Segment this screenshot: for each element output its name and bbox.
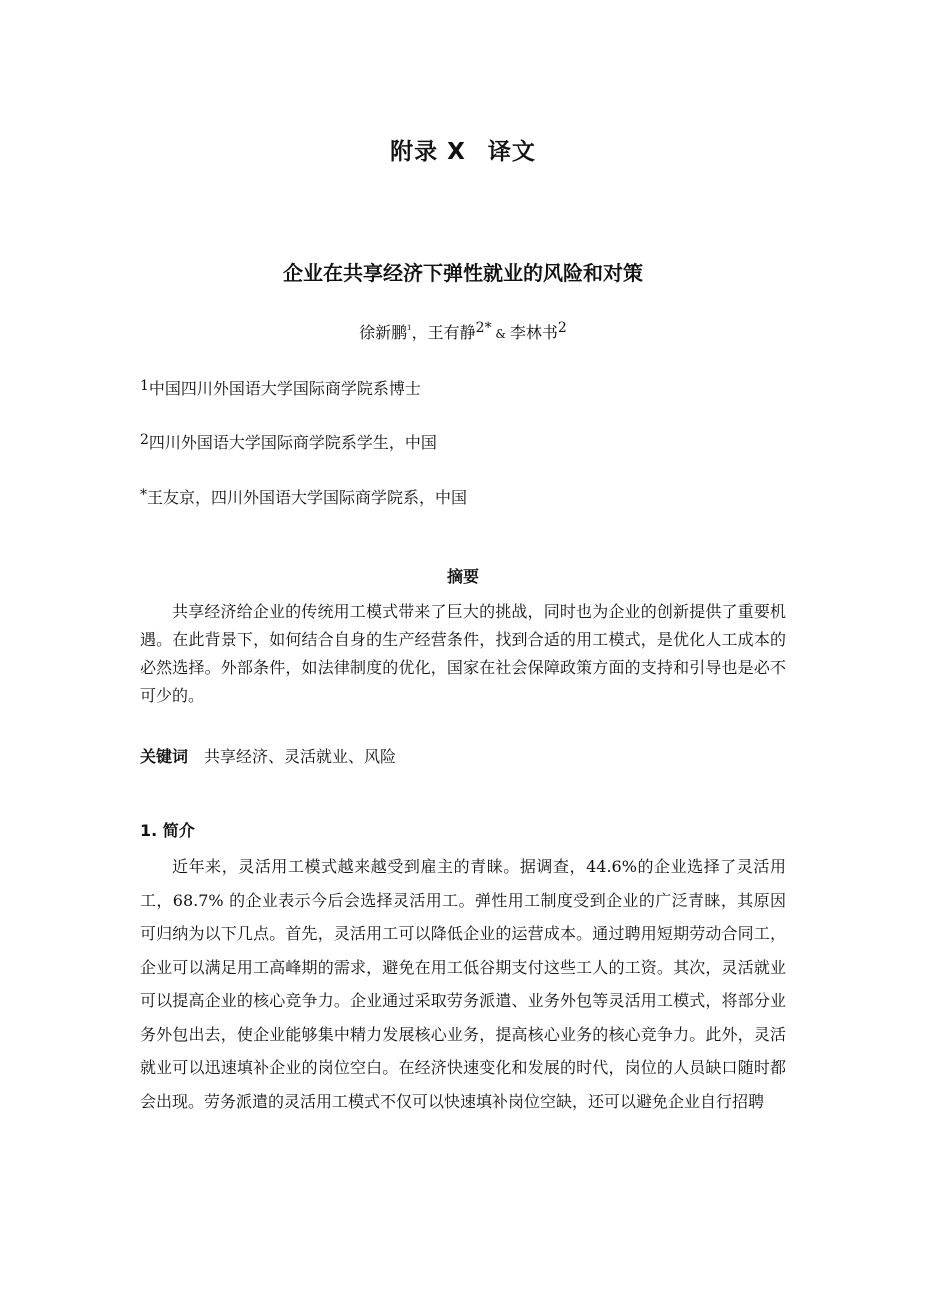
author-2-name: ，王有静 — [411, 323, 476, 342]
author-1-name: 徐新鹏 — [359, 323, 408, 342]
keywords-label: 关键词 — [140, 747, 189, 766]
abstract-heading: 摘要 — [446, 567, 479, 586]
author-line — [0, 320, 926, 343]
appendix-label: 附录 X — [390, 139, 466, 165]
author-ampersand: & — [491, 327, 510, 341]
affiliation-3-text: 王友京，四川外国语大学国际商学院系，中国 — [147, 488, 468, 507]
author-3-mark: 2 — [557, 320, 567, 336]
affiliation-3 — [140, 485, 467, 508]
affiliation-2-mark: 2 — [140, 432, 149, 448]
section-1-body: 近年来，灵活用工模式越来越受到雇主的青睐。据调查，44.6%的企业选择了灵活用工，68.7% 的企业表示今后会选择灵活用工。弹性用工制度受到企业的广泛青睐，其原因可归纳为以下几点。首先，灵活用工可以降低企业的运营成本。通过聘用短期劳动合同工，企业可以满足用工高峰期的需求，避免在用工低谷期支付这些工人的工资。其次，灵活就业可以提高企业的核心竞争力。企业通过采取劳务派遣、业务外包等灵活用工模式，将部分业务外包出去，使企业能够集中精力发展核心业务，提高核心业务的核心竞争力。此外，灵活就业可以迅速填补企业的岗位空白。在经济快速变化和发展的时代，岗位的人员缺口随时都会出现。劳务派遣的灵活用工模式不仅可以快速填补岗位空缺，还可以避免企业自行招聘 — [140, 857, 786, 1111]
appendix-heading: 译文 — [487, 139, 536, 165]
section-1-heading: 1. 简介 — [140, 821, 195, 840]
paper-title: 企业在共享经济下弹性就业的风险和对策 — [283, 261, 643, 285]
affiliation-1-text: 中国四川外国语大学国际商学院系博士 — [148, 379, 421, 398]
affiliation-1-mark: 1 — [140, 378, 149, 394]
appendix-title — [0, 133, 926, 166]
author-2-mark: 2* — [475, 320, 492, 336]
keywords-value: 共享经济、灵活就业、风险 — [204, 747, 397, 766]
affiliation-2-text: 四川外国语大学国际商学院系学生，中国 — [148, 433, 437, 452]
author-3-name: 李林书 — [509, 323, 558, 342]
abstract-body: 共享经济给企业的传统用工模式带来了巨大的挑战，同时也为企业的创新提供了重要机遇。在此背景下，如何结合自身的生产经营条件，找到合适的用工模式，是优化人工成本的必然选择。外部条件，如法律制度的优化，国家在社会保障政策方面的支持和引导也是必不可少的。 — [140, 602, 786, 705]
author-1-mark: 1 — [407, 324, 412, 332]
keywords-line — [140, 744, 396, 767]
affiliation-1 — [140, 376, 421, 399]
affiliation-2 — [140, 430, 437, 453]
affiliation-3-mark: * — [140, 487, 147, 503]
